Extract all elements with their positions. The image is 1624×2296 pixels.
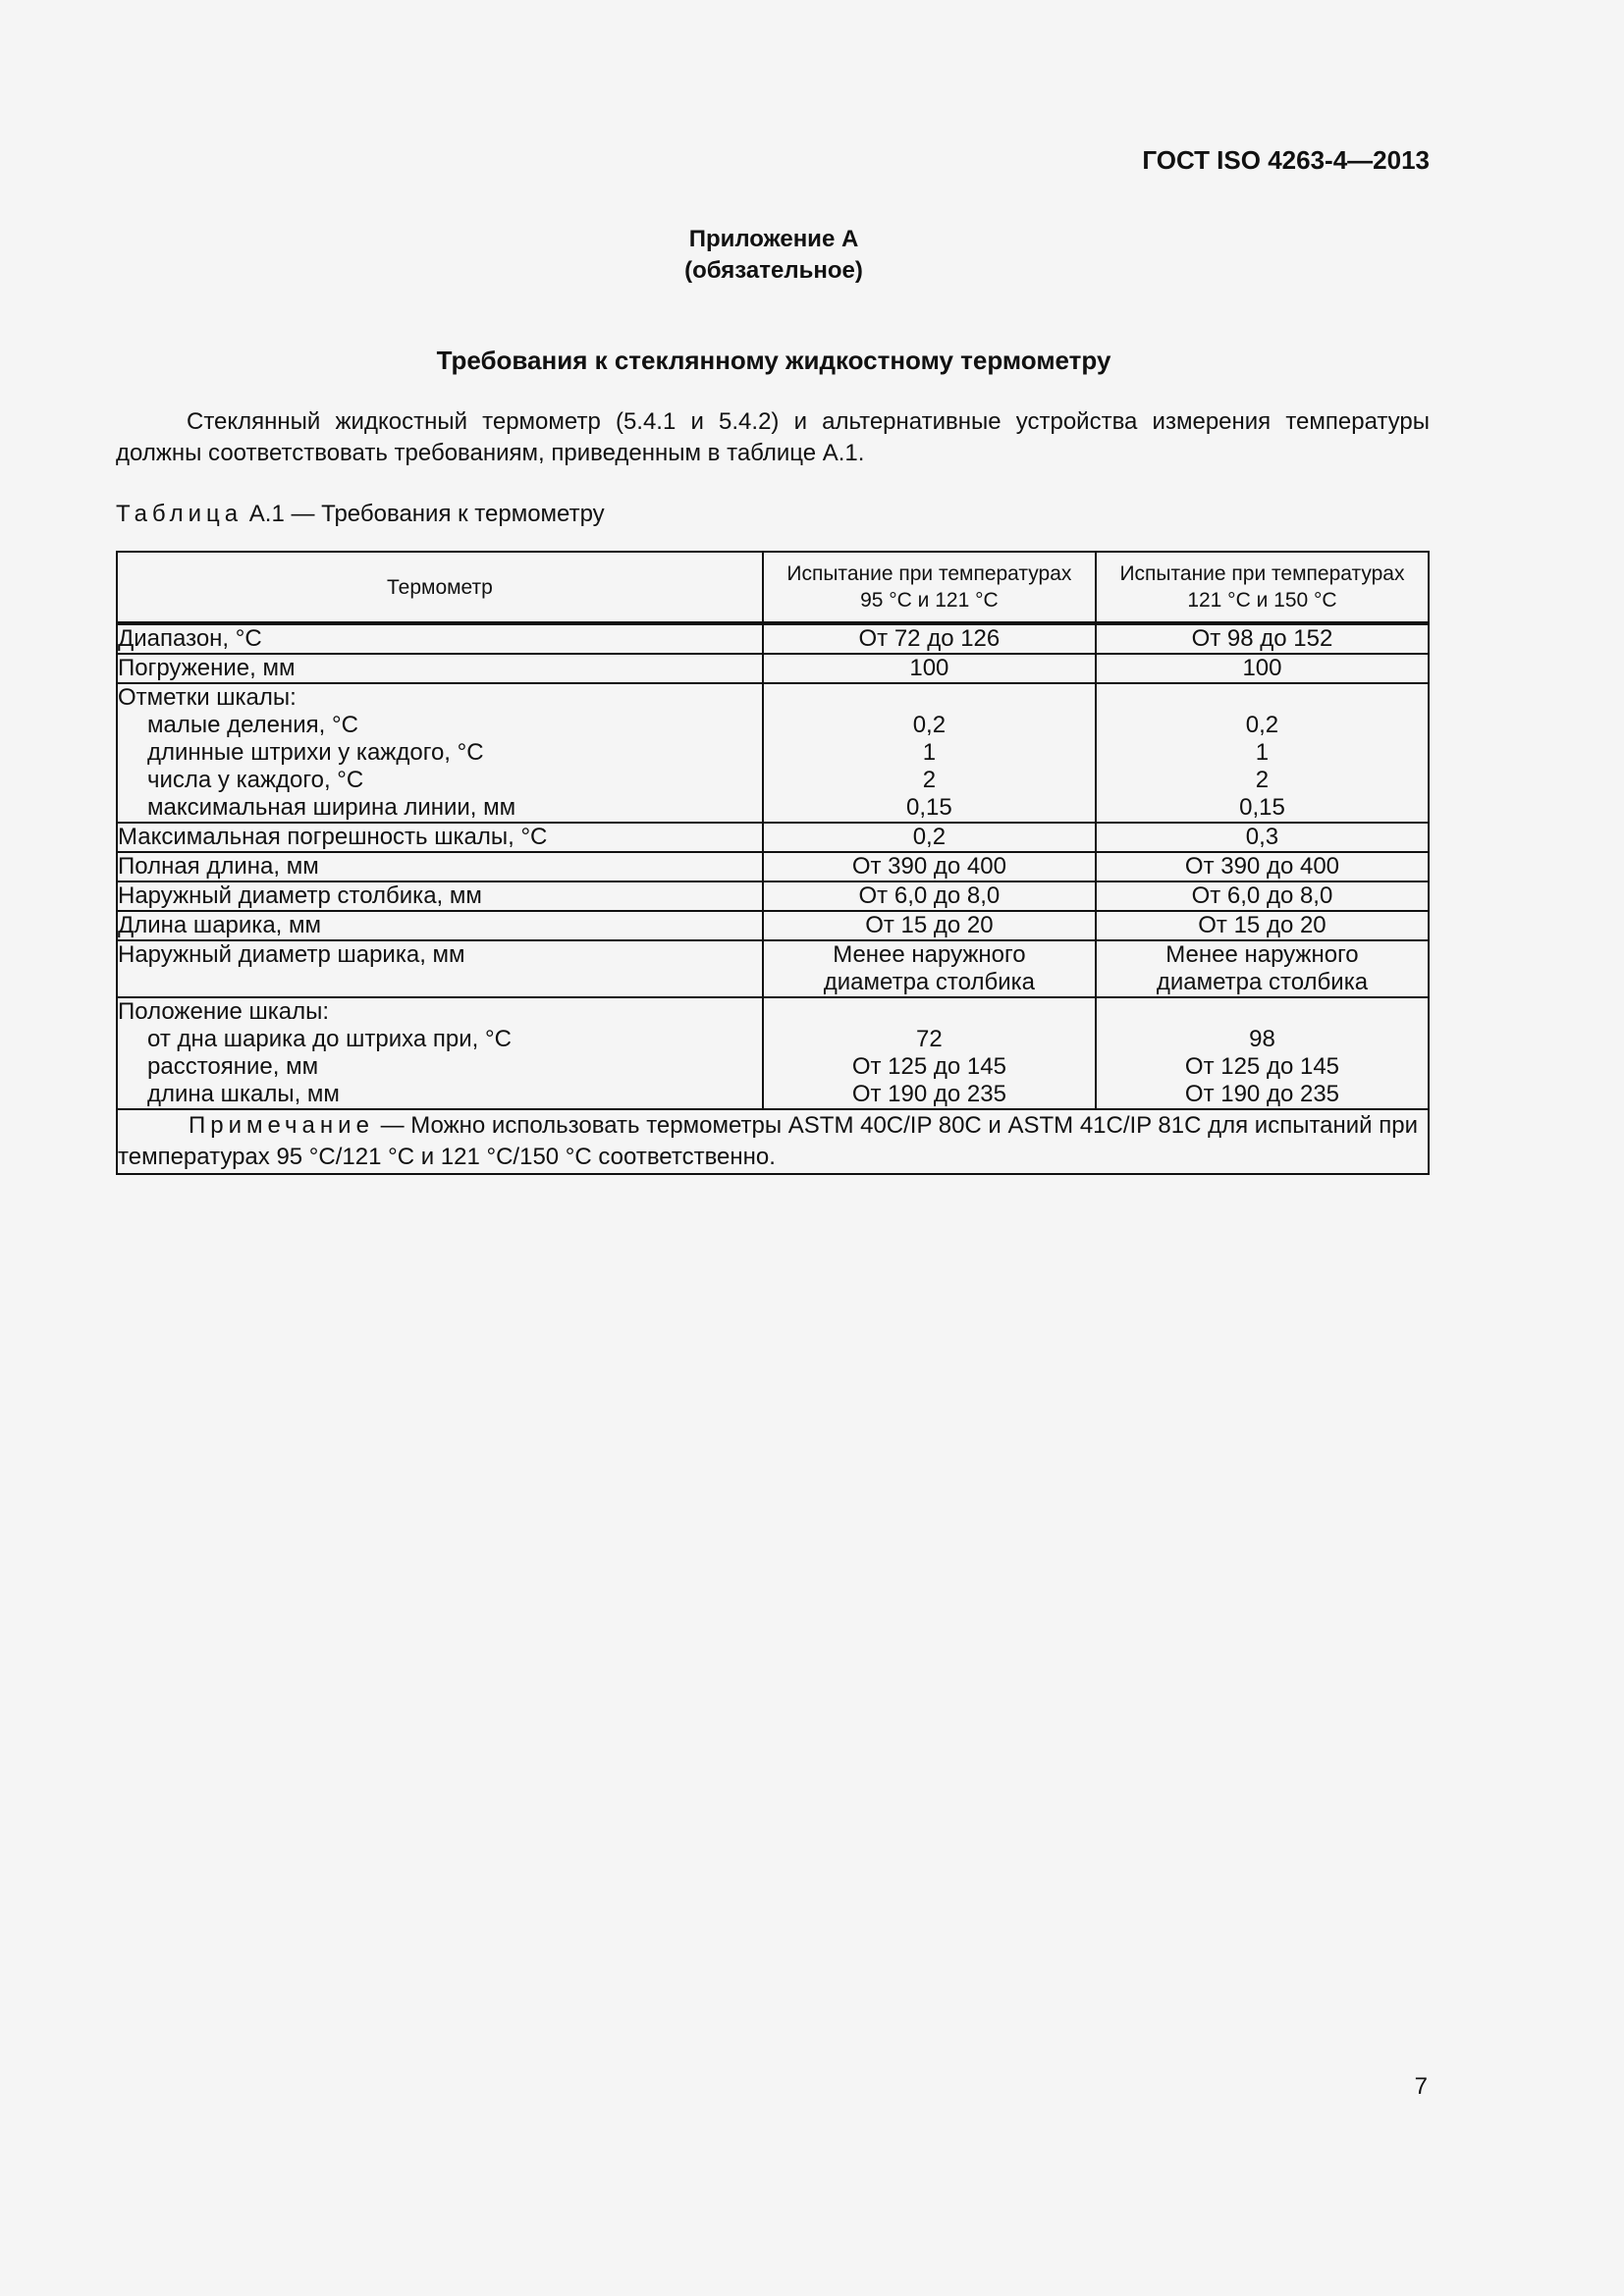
table-row-scale-error (117, 823, 1429, 852)
cell-value: 0,2 (1245, 712, 1279, 738)
cell-value-group (763, 940, 1096, 997)
header-test-121-150 (1096, 552, 1429, 623)
table-note-text (118, 1110, 1428, 1173)
row-label: Погружение, мм (117, 654, 763, 683)
cell-value: 2 (1255, 767, 1270, 793)
table-row-total-length (117, 852, 1429, 881)
appendix-heading (0, 224, 1547, 287)
table-note (117, 1109, 1429, 1174)
row-sublabel: длина шкалы, мм (147, 1081, 340, 1107)
cell-value: От 125 до 145 (851, 1053, 1006, 1080)
table-row-stem-diameter (117, 881, 1429, 911)
row-label: Полная длина, мм (117, 852, 763, 881)
header-test-121-150-line2: 121 °С и 150 °С (1187, 589, 1337, 612)
cell-value: 1 (922, 739, 937, 766)
cell-value: 0,15 (906, 794, 952, 821)
appendix-title: Приложение А (688, 226, 859, 252)
row-label-group (117, 997, 763, 1109)
table-row-range (117, 623, 1429, 654)
row-sublabel: числа у каждого, °С (147, 767, 364, 793)
document-id-header: ГОСТ ISO 4263-4—2013 (1142, 145, 1430, 175)
note-body: — Можно использовать термометры ASTM 40C/IP 80C и ASTM 41C/IP 81C для испытаний при температурах 95 °С/121 °С и 121 °С/150 °С соответственно. (118, 1112, 1418, 1170)
cell-value: 98 (1249, 1026, 1275, 1052)
row-label: Наружный диаметр столбика, мм (117, 881, 763, 911)
requirements-table (116, 551, 1430, 1175)
cell-value: От 6,0 до 8,0 (763, 881, 1096, 911)
row-sublabel: малые деления, °С (147, 712, 358, 738)
cell-value-group (1096, 997, 1429, 1109)
cell-value: 72 (916, 1026, 943, 1052)
header-thermometer: Термометр (117, 552, 763, 623)
cell-value: От 390 до 400 (763, 852, 1096, 881)
cell-value-group (1096, 940, 1429, 997)
cell-value: 0,2 (763, 823, 1096, 852)
cell-value: От 190 до 235 (851, 1081, 1006, 1107)
cell-value: Менее наружного (833, 941, 1026, 968)
cell-value: От 98 до 152 (1096, 623, 1429, 654)
row-sublabel: длинные штрихи у каждого, °С (147, 739, 484, 766)
cell-value: 1 (1255, 739, 1270, 766)
table-row-scale-marks (117, 683, 1429, 823)
header-test-121-150-line1: Испытание при температурах (1119, 562, 1405, 585)
row-label: Положение шкалы: (118, 998, 330, 1025)
header-test-95-121-line2: 95 °С и 121 °С (860, 589, 999, 612)
header-test-95-121-line1: Испытание при температурах (786, 562, 1072, 585)
table-row-bulb-diameter (117, 940, 1429, 997)
cell-value: 0,3 (1096, 823, 1429, 852)
cell-value: диаметра столбика (823, 969, 1036, 995)
row-label: Диапазон, °С (117, 623, 763, 654)
cell-value: диаметра столбика (1156, 969, 1369, 995)
row-label: Максимальная погрешность шкалы, °С (117, 823, 763, 852)
page-number: 7 (1414, 2073, 1428, 2100)
row-sublabel: от дна шарика до штриха при, °С (147, 1026, 512, 1052)
row-sublabel: максимальная ширина линии, мм (147, 794, 516, 821)
cell-value: От 15 до 20 (763, 911, 1096, 940)
table-row-immersion (117, 654, 1429, 683)
cell-value: От 72 до 126 (763, 623, 1096, 654)
cell-value-group (1096, 683, 1429, 823)
row-label: Длина шарика, мм (117, 911, 763, 940)
cell-value-group (763, 683, 1096, 823)
cell-value: От 6,0 до 8,0 (1096, 881, 1429, 911)
table-row-scale-position (117, 997, 1429, 1109)
table-caption-text: А.1 — Требования к термометру (248, 501, 605, 527)
appendix-status: (обязательное) (684, 257, 863, 284)
cell-value: От 15 до 20 (1096, 911, 1429, 940)
header-test-95-121 (763, 552, 1096, 623)
table-caption (116, 501, 605, 528)
row-label: Отметки шкалы: (118, 684, 297, 711)
table-caption-label: Таблица (116, 501, 244, 527)
row-label-group (117, 683, 763, 823)
row-sublabel: расстояние, мм (147, 1053, 319, 1080)
cell-value-group (763, 997, 1096, 1109)
cell-value: От 390 до 400 (1096, 852, 1429, 881)
table-note-row (117, 1109, 1429, 1174)
note-label: Примечание (189, 1112, 374, 1139)
table-row-bulb-length (117, 911, 1429, 940)
cell-value: 100 (763, 654, 1096, 683)
cell-value: 0,15 (1239, 794, 1285, 821)
cell-value: От 125 до 145 (1184, 1053, 1340, 1080)
cell-value: От 190 до 235 (1184, 1081, 1340, 1107)
row-label: Наружный диаметр шарика, мм (117, 940, 763, 997)
table-header-row (117, 552, 1429, 623)
cell-value: 100 (1096, 654, 1429, 683)
cell-value: 2 (922, 767, 937, 793)
cell-value: 0,2 (912, 712, 947, 738)
section-title: Требования к стеклянному жидкостному термометру (436, 346, 1111, 375)
intro-paragraph: Стеклянный жидкостный термометр (5.4.1 и 5.4.2) и альтернативные устройства измерения температуры должны соответствовать требованиям, приведенным в таблице А.1. (116, 408, 1430, 466)
cell-value: Менее наружного (1165, 941, 1359, 968)
